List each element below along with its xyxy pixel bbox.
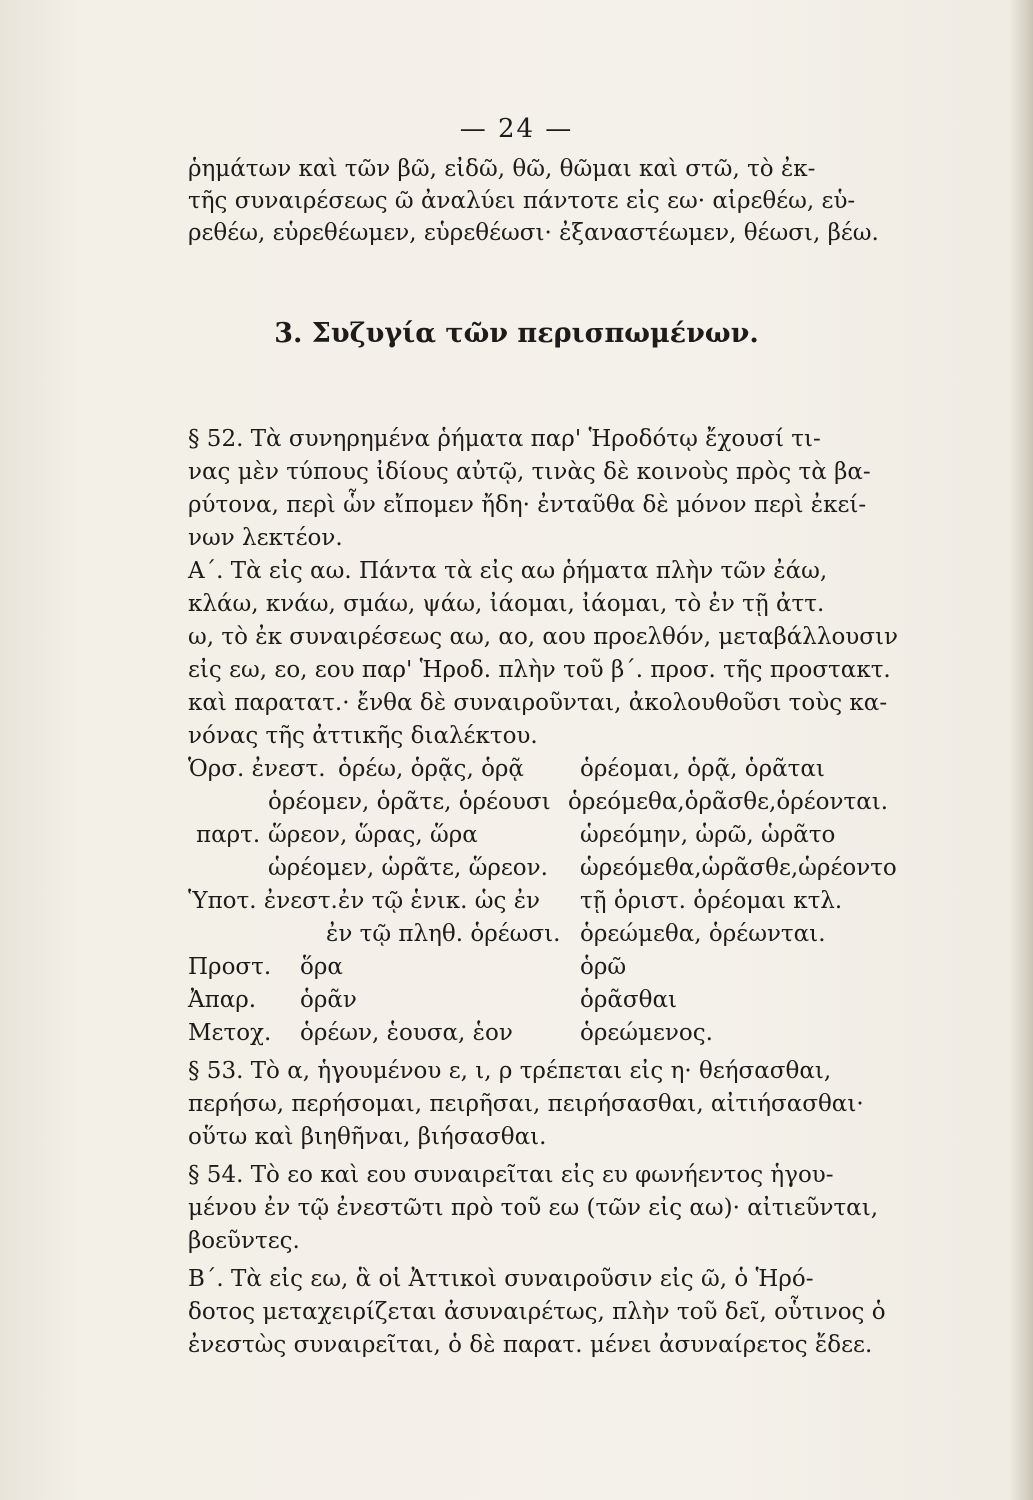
conj-active: ὁρᾶν — [300, 987, 357, 1013]
conj-middle: ὁρῶ — [580, 954, 627, 980]
conj-label: Ὑποτ. ἐνεστ. — [188, 888, 338, 914]
text-line: § 53. Τὸ α, ἡγουμένου ε, ι, ρ τρέπεται εἰς η· θεήσασθαι, — [188, 1058, 832, 1084]
conj-active: ὥρεον, ὥρας, ὥρα — [268, 822, 478, 848]
page-number: — 24 — — [459, 114, 574, 144]
conj-label: Ὁρσ. ἐνεστ. — [188, 756, 326, 782]
text-line: νων λεκτέον. — [188, 525, 343, 551]
text-line: νόνας τῆς ἀττικῆς διαλέκτου. — [188, 723, 538, 749]
conj-active: ὁρέων, ἑουσα, ἑον — [300, 1020, 513, 1046]
text-line: μένου ἐν τῷ ἐνεστῶτι πρὸ τοῦ εω (τῶν εἰς αω)· αἰτιεῦνται, — [188, 1195, 879, 1221]
conj-middle: ὡρεόμεθα,ὡρᾶσθε,ὡρέοντο — [580, 855, 897, 881]
text-line: καὶ παρατατ.· ἔνθα δὲ συναιροῦνται, ἀκολουθοῦσι τοὺς κα- — [188, 690, 888, 716]
conj-active: ὅρα — [300, 954, 343, 980]
text-line: ἐνεστὼς συναιρεῖται, ὁ δὲ παρατ. μένει ἀσυναίρετος ἔδεε. — [188, 1332, 873, 1358]
text-line: βοεῦντες. — [188, 1228, 300, 1254]
conj-active: ἐν τῷ ἑνικ. ὡς ἐν — [338, 888, 541, 914]
text-line: οὕτω καὶ βιηθῆναι, βιήσασθαι. — [188, 1124, 547, 1150]
text-line: περήσω, περήσομαι, πειρῆσαι, πειρήσασθαι, αἰτιήσασθαι· — [188, 1091, 864, 1117]
conj-middle: ὁρεώμεθα, ὁρέωνται. — [580, 921, 826, 947]
conj-middle: ὁρεώμενος. — [580, 1020, 713, 1046]
text-line: νας μὲν τύπους ἰδίους αὐτῷ, τινὰς δὲ κοινοὺς πρὸς τὰ βα- — [188, 459, 871, 485]
text-line: ρεθέω, εὑρεθέωμεν, εὑρεθέωσι· ἐξαναστέωμεν, θέωσι, βέω. — [188, 220, 879, 246]
text-line: δοτος μεταχειρίζεται ἀσυναιρέτως, πλὴν τοῦ δεῖ, οὗτινος ὁ — [188, 1299, 886, 1325]
conj-active: ὡρέομεν, ὡρᾶτε, ὥρεον. — [268, 855, 548, 881]
page-edge — [1011, 0, 1033, 1500]
conj-label: Προστ. — [188, 954, 272, 980]
text-line: Α΄. Τὰ εἰς αω. Πάντα τὰ εἰς αω ῥήματα πλὴν τῶν ἐάω, — [188, 558, 828, 584]
conj-middle: ὁρέομαι, ὁρᾷ, ὁρᾶται — [580, 756, 825, 782]
conj-middle: ὡρεόμην, ὡρῶ, ὡρᾶτο — [580, 822, 836, 848]
conj-middle: ὁρεόμεθα,ὁρᾶσθε,ὁρέονται. — [568, 789, 889, 815]
conj-middle: ὁρᾶσθαι — [580, 987, 677, 1013]
conj-label: Μετοχ. — [188, 1020, 272, 1046]
section-heading: 3. Συζυγία τῶν περισπωμένων. — [274, 318, 759, 349]
text-line: § 52. Τὰ συνηρημένα ῥήματα παρ' Ἡροδότῳ ἔχουσί τι- — [188, 426, 821, 452]
text-line: εἰς εω, εο, εου παρ' Ἡροδ. πλὴν τοῦ β΄. προσ. τῆς προστακτ. — [188, 657, 891, 683]
conj-middle: τῇ ὁριστ. ὁρέομαι κτλ. — [580, 888, 843, 914]
conj-active: ὁρέω, ὁρᾷς, ὁρᾷ — [338, 756, 524, 782]
text-line: τῆς συναιρέσεως ῶ ἀναλύει πάντοτε εἰς εω· αἱρεθέω, εὑ- — [188, 188, 856, 214]
text-line: ρύτονα, περὶ ὧν εἴπομεν ἤδη· ἐνταῦθα δὲ μόνον περὶ ἐκεί- — [188, 492, 867, 518]
conj-label: Ἀπαρ. — [188, 987, 257, 1013]
text-line: § 54. Τὸ εο καὶ εου συναιρεῖται εἰς ευ φωνήεντος ἡγου- — [188, 1162, 834, 1188]
text-line: κλάω, κνάω, σμάω, ψάω, ἰάομαι, ἰάομαι, τὸ ἐν τῇ ἀττ. — [188, 591, 825, 617]
conj-active: ὁρέομεν, ὁρᾶτε, ὁρέουσι — [268, 789, 551, 815]
conj-label: παρτ. — [196, 822, 261, 848]
text-line: Β΄. Τὰ εἰς εω, ἃ οἱ Ἀττικοὶ συναιροῦσιν εἰς ῶ, ὁ Ἡρό- — [188, 1266, 814, 1292]
text-line: ω, τὸ ἐκ συναιρέσεως αω, αο, αου προελθόν, μεταβάλλουσιν — [188, 624, 898, 650]
conj-active: ἐν τῷ πληθ. ὁρέωσι. — [326, 921, 561, 947]
text-line: ῥημάτων καὶ τῶν βῶ, εἰδῶ, θῶ, θῶμαι καὶ στῶ, τὸ ἐκ- — [188, 156, 816, 182]
